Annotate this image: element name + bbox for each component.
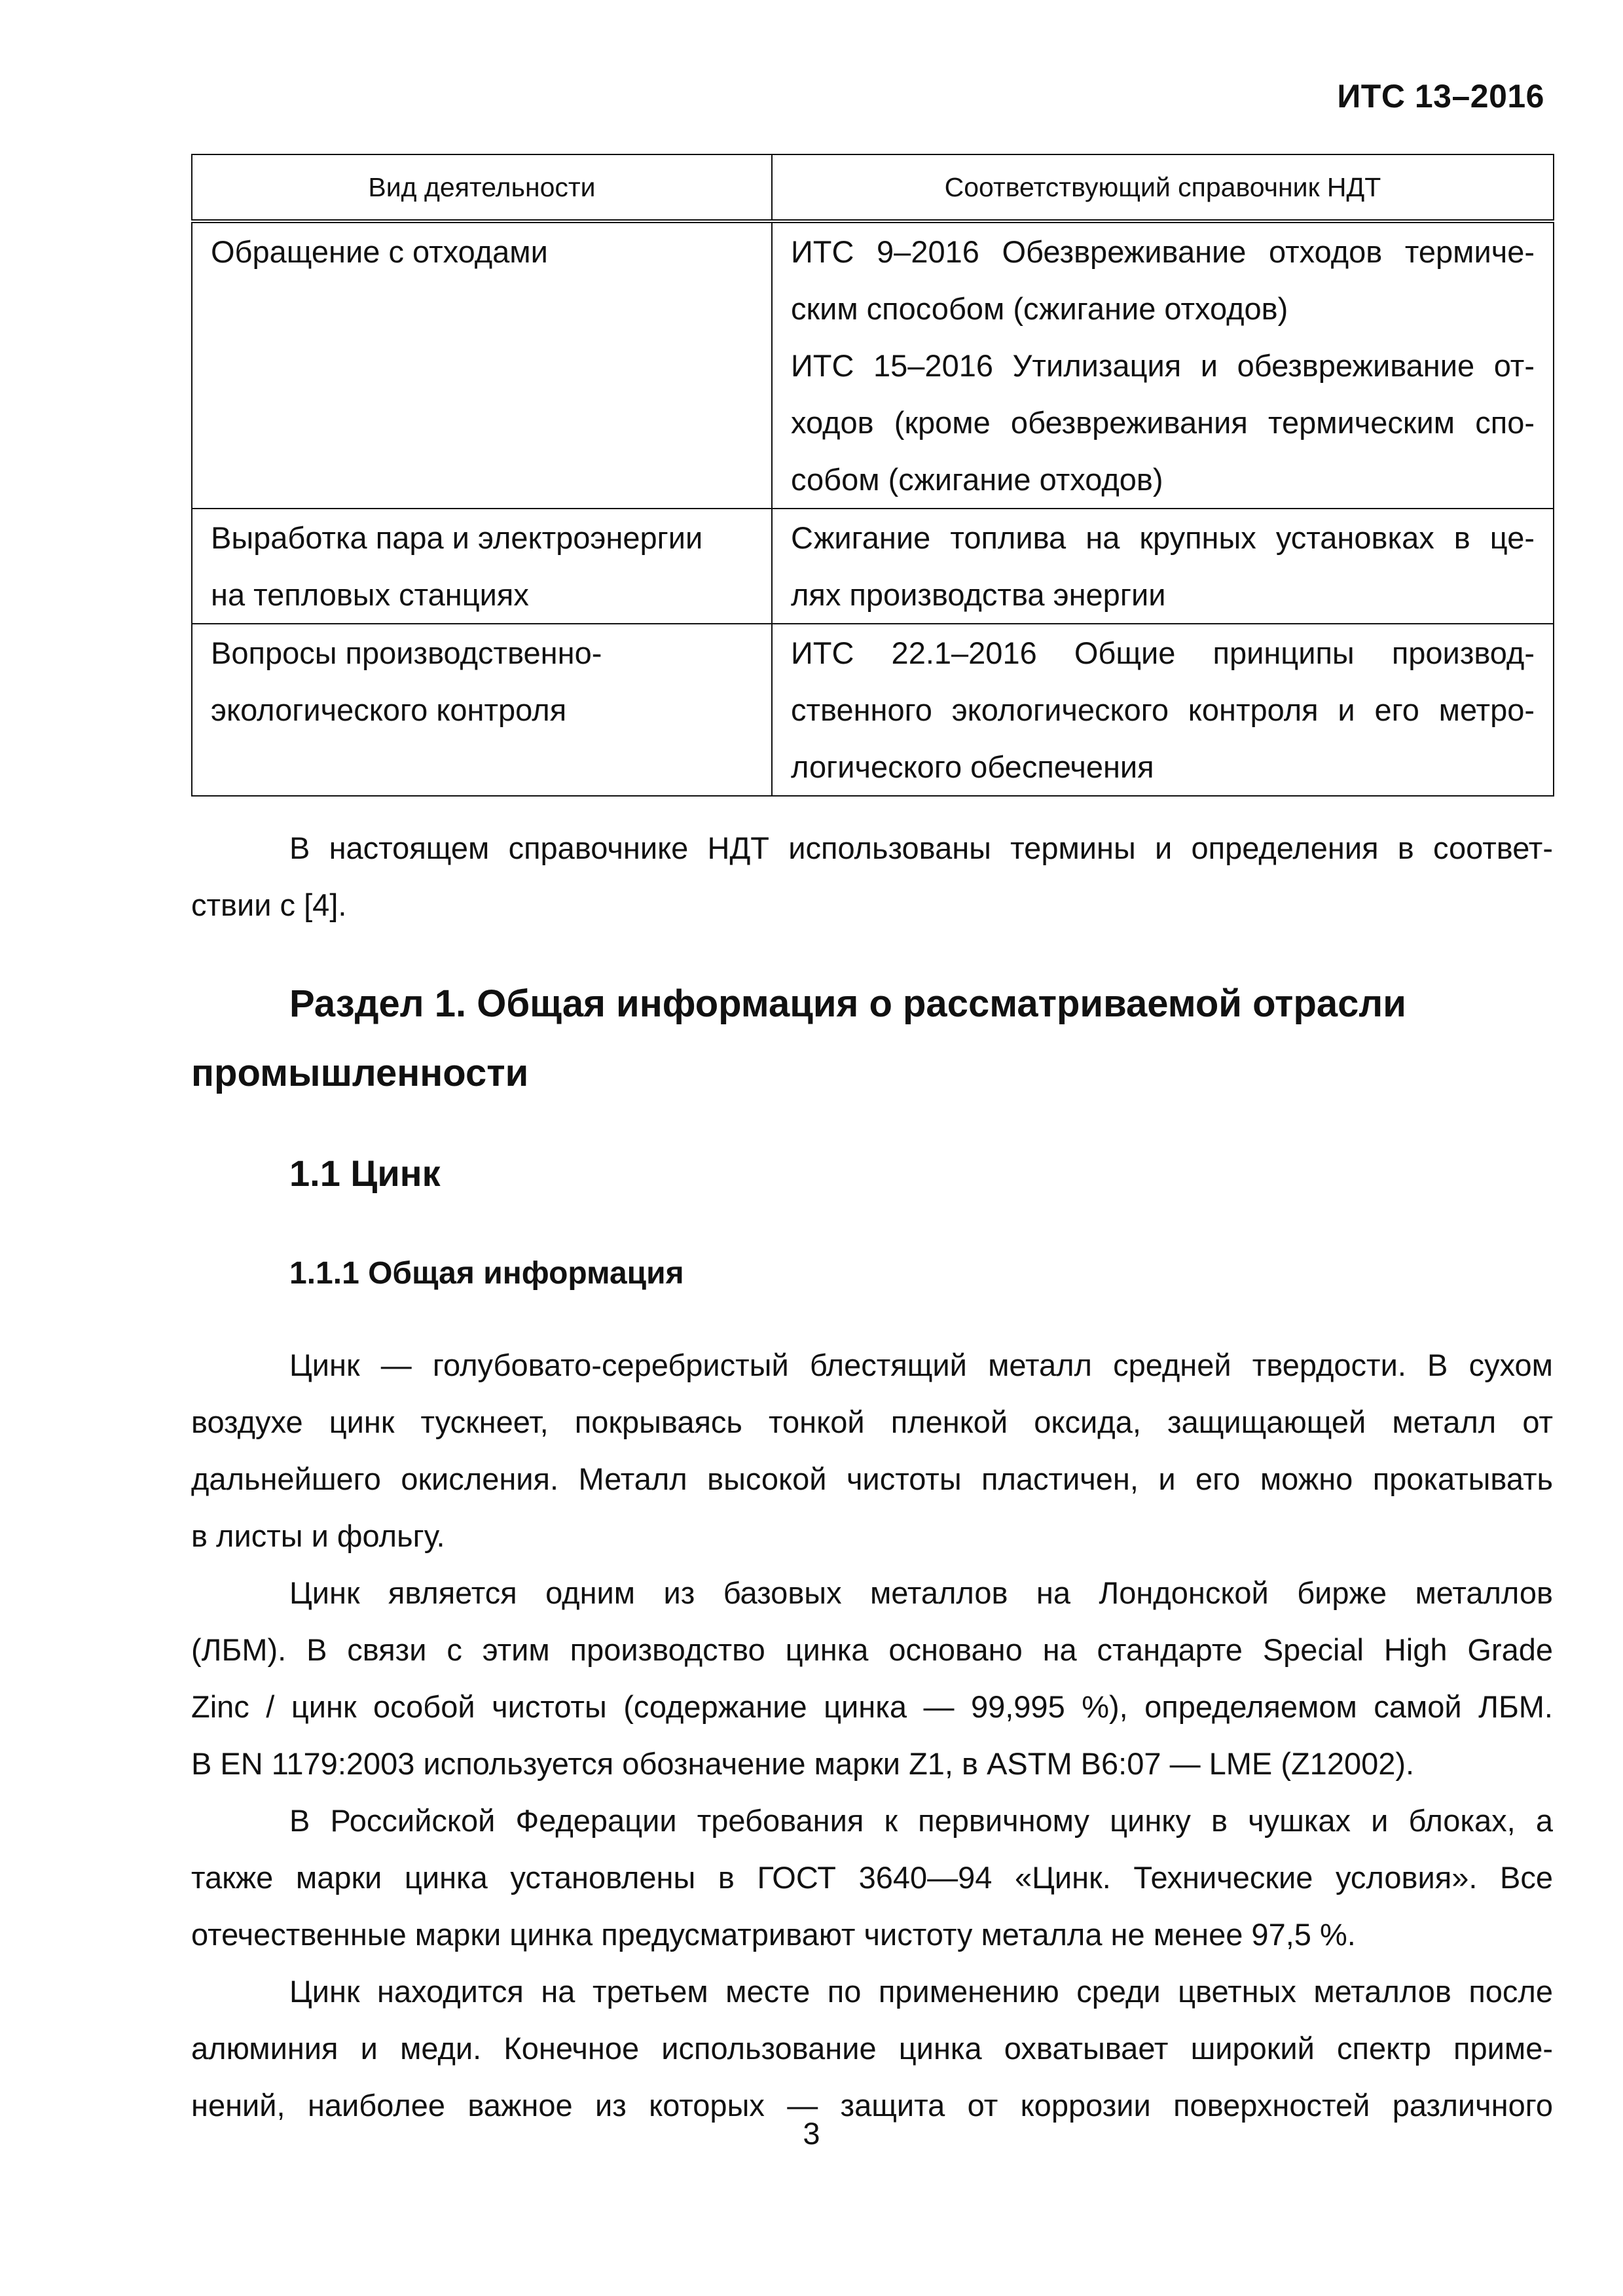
table-header-row <box>192 154 1554 221</box>
cell-line: на тепловых станциях <box>211 577 529 612</box>
page-number: 3 <box>803 2116 820 2151</box>
cell-line: экологического контроля <box>211 692 567 727</box>
table-cell-reference <box>772 509 1554 624</box>
paragraph-line: Цинк является одним из базовых металлов на Лондонской бирже металлов <box>289 1575 1553 1610</box>
table-row <box>192 509 1554 624</box>
table-row <box>192 624 1554 796</box>
paragraph-line: воздухе цинк тускнеет, покрываясь тонкой пленкой оксида, защищающей металл от <box>191 1405 1553 1439</box>
paragraph-line: в листы и фольгу. <box>191 1518 445 1553</box>
cell-line: ИТС 9–2016 Обезвреживание отходов термиче- <box>791 234 1535 269</box>
column-header-reference: Соответствующий справочник НДТ <box>772 154 1554 221</box>
cell-line: Обращение с отходами <box>211 234 548 269</box>
paragraph-line: также марки цинка установлены в ГОСТ 3640—94 «Цинк. Технические условия». Все <box>191 1860 1553 1895</box>
intro-paragraph <box>191 819 1553 933</box>
table-row <box>192 221 1554 509</box>
paragraph-line: Цинк — голубовато-серебристый блестящий металл средней твердости. В сухом <box>289 1348 1553 1382</box>
document-code: ИТС 13–2016 <box>1337 78 1544 115</box>
table-cell-activity <box>192 509 772 624</box>
table-cell-reference <box>772 624 1554 796</box>
cell-line: Сжигание топлива на крупных установках в це- <box>791 520 1535 555</box>
paragraph-line: В EN 1179:2003 используется обозначение марки Z1, в ASTM B6:07 — LME (Z12002). <box>191 1746 1415 1781</box>
cell-line: Вопросы производственно- <box>211 636 602 670</box>
table-cell-activity <box>192 221 772 509</box>
heading-line: Раздел 1. Общая информация о рассматриваемой отрасли <box>289 982 1406 1025</box>
table-cell-reference <box>772 221 1554 509</box>
column-header-activity: Вид деятельности <box>192 154 772 221</box>
paragraph-line: алюминия и меди. Конечное использование цинка охватывает широкий спектр приме- <box>191 2031 1553 2066</box>
cell-line: ходов (кроме обезвреживания термическим спо- <box>791 405 1535 440</box>
cell-line: ственного экологического контроля и его метро- <box>791 692 1535 727</box>
cell-line: собом (сжигание отходов) <box>791 462 1163 497</box>
paragraph-line: нений, наиболее важное из которых — защита от коррозии поверхностей различного <box>191 2088 1553 2123</box>
table-cell-activity <box>192 624 772 796</box>
cell-line: ИТС 22.1–2016 Общие принципы производ- <box>791 636 1535 670</box>
subsubsection-heading: 1.1.1 Общая информация <box>289 1256 684 1291</box>
reference-table <box>191 154 1554 797</box>
cell-line: логического обеспечения <box>791 749 1154 784</box>
paragraph-line: (ЛБМ). В связи с этим производство цинка основано на стандарте Special High Grade <box>191 1632 1553 1667</box>
paragraph-line: дальнейшего окисления. Металл высокой чистоты пластичен, и его можно прокатывать <box>191 1462 1553 1496</box>
paragraph-line: Zinc / цинк особой чистоты (содержание цинка — 99,995 %), определяемом самой ЛБМ. <box>191 1689 1553 1724</box>
cell-line: Выработка пара и электроэнергии <box>211 520 703 555</box>
paragraph-line: Цинк находится на третьем месте по применению среди цветных металлов после <box>289 1974 1553 2009</box>
paragraph-line: В Российской Федерации требования к первичному цинку в чушках и блоках, а <box>289 1803 1553 1838</box>
paragraph-line: В настоящем справочнике НДТ использованы термины и определения в соответ- <box>289 831 1553 865</box>
paragraph-1 <box>191 1336 1553 2134</box>
cell-line: ИТС 15–2016 Утилизация и обезвреживание от- <box>791 348 1535 383</box>
cell-line: лях производства энергии <box>791 577 1166 612</box>
cell-line: ским способом (сжигание отходов) <box>791 291 1288 326</box>
heading-line: промышленности <box>191 1052 529 1094</box>
paragraph-line: ствии с [4]. <box>191 888 347 922</box>
section-heading <box>191 969 1553 1108</box>
subsection-heading: 1.1 Цинк <box>289 1153 441 1194</box>
paragraph-line: отечественные марки цинка предусматривают чистоту металла не менее 97,5 %. <box>191 1917 1356 1952</box>
